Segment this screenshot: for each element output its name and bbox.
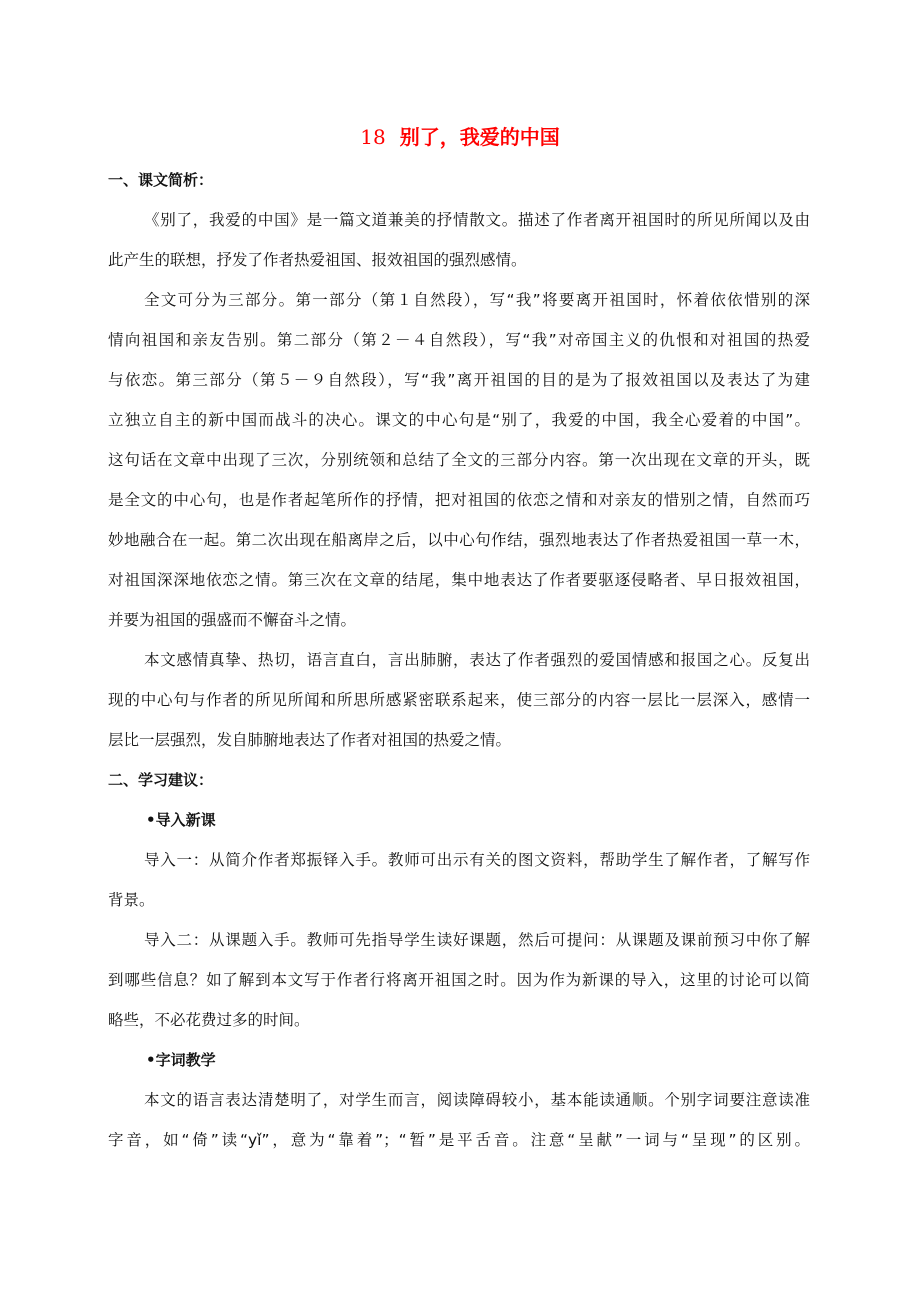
paragraph-line: 现的中心句与作者的所见所闻和所思所感紧密联系起来，使三部分的内容一层比一层深入，感情一 xyxy=(108,691,810,709)
paragraph-line: 导入二：从课题入手。教师可先指导学生读好课题，然后可提问：从课题及课前预习中你了解 xyxy=(144,931,810,949)
paragraph-line: 导入一：从简介作者郑振铎入手。教师可出示有关的图文资料，帮助学生了解作者，了解写作 xyxy=(144,851,810,869)
paragraph-line: 是全文的中心句，也是作者起笔所作的抒情，把对祖国的依恋之情和对亲友的惜别之情，自然而巧 xyxy=(108,491,810,509)
paragraph-line: 此产生的联想，抒发了作者热爱祖国、报效祖国的强烈感情。 xyxy=(108,251,527,269)
paragraph-line: 妙地融合在一起。第二次出现在船离岸之后，以中心句作结，强烈地表达了作者热爱祖国一草一木， xyxy=(108,531,810,549)
paragraph-line: 《别了，我爱的中国》是一篇文道兼美的抒情散文。描述了作者离开祖国时的所见所闻以及由 xyxy=(144,211,810,229)
section-heading: 一、课文简析： xyxy=(108,171,214,189)
paragraph-line: 背景。 xyxy=(108,891,155,909)
document-body xyxy=(108,160,810,1160)
lesson-title: 别了，我爱的中国 xyxy=(399,125,560,149)
paragraph-line: 字音，如“倚”读“yǐ”，意为“靠着”；“暂”是平舌音。注意“呈献”一词与“呈现”的区别。 xyxy=(108,1131,810,1149)
paragraph-line: 情向祖国和亲友告别。第二部分（第２－４自然段），写“我”对帝国主义的仇恨和对祖国的热爱 xyxy=(108,331,810,349)
paragraph-line: 层比一层强烈，发自肺腑地表达了作者对祖国的热爱之情。 xyxy=(108,731,512,749)
paragraph-line: 与依恋。第三部分（第５－９自然段），写“我”离开祖国的目的是为了报效祖国以及表达了为建 xyxy=(108,371,810,389)
paragraph-line: 到哪些信息？如了解到本文写于作者行将离开祖国之时。因为作为新课的导入，这里的讨论可以简 xyxy=(108,971,810,989)
paragraph-line: 略些，不必花费过多的时间。 xyxy=(108,1011,310,1029)
paragraph-line: 全文可分为三部分。第一部分（第１自然段），写“我”将要离开祖国时，怀着依依惜别的深 xyxy=(144,291,810,309)
document-title xyxy=(0,122,920,152)
paragraph-line: 本文感情真挚、热切，语言直白，言出肺腑，表达了作者强烈的爱国情感和报国之心。反复出 xyxy=(144,651,810,669)
paragraph-line: 立独立自主的新中国而战斗的决心。课文的中心句是“别了，我爱的中国，我全心爱着的中国”。 xyxy=(108,411,810,429)
bullet-heading: •导入新课 xyxy=(146,811,216,829)
section-heading: 二、学习建议： xyxy=(108,771,214,789)
paragraph-line: 本文的语言表达清楚明了，对学生而言，阅读障碍较小，基本能读通顺。个别字词要注意读准 xyxy=(144,1091,810,1109)
paragraph-line: 并要为祖国的强盛而不懈奋斗之情。 xyxy=(108,611,357,629)
paragraph-line: 这句话在文章中出现了三次，分别统领和总结了全文的三部分内容。第一次出现在文章的开头，既 xyxy=(108,451,810,469)
lesson-number: 18 xyxy=(360,125,386,149)
bullet-heading: •字词教学 xyxy=(146,1051,216,1069)
paragraph-line: 对祖国深深地依恋之情。第三次在文章的结尾，集中地表达了作者要驱逐侵略者、早日报效祖国， xyxy=(108,571,810,589)
